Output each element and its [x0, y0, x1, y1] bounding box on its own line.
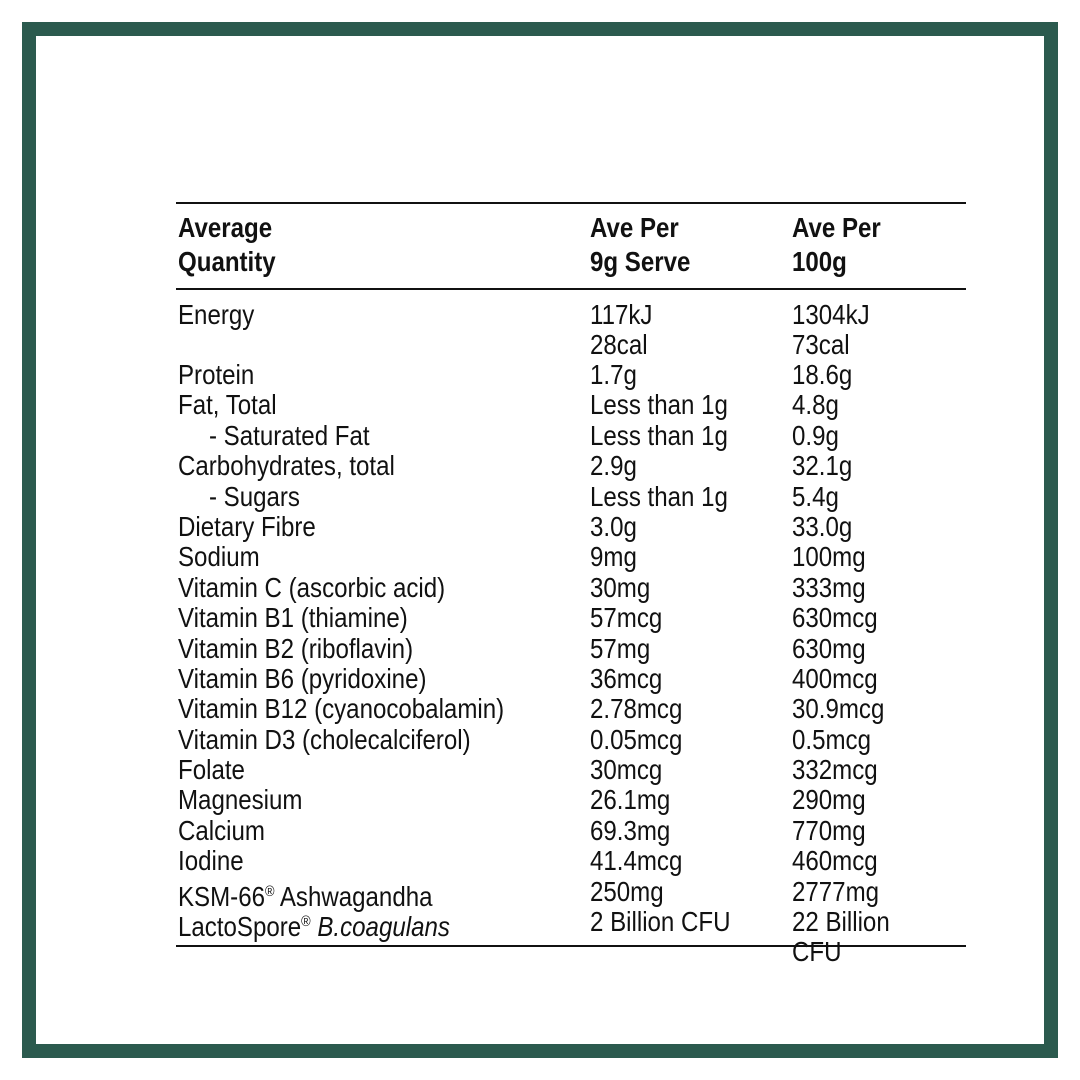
table-row — [176, 421, 966, 451]
row-protein-per100: 18.6g — [792, 359, 853, 390]
row-vitamin-b1-per100: 630mcg — [792, 602, 878, 634]
table-header — [176, 204, 966, 290]
table-row — [176, 512, 966, 542]
row-lactospore-serve: 2 Billion CFU — [590, 906, 731, 938]
header-average-quantity: Average Quantity — [178, 212, 276, 277]
ksm66-suffix: Ashwagandha — [279, 880, 433, 912]
row-magnesium-name: Magnesium — [178, 784, 303, 816]
row-ksm66-serve: 250mg — [590, 875, 664, 907]
row-saturated-fat-serve: Less than 1g — [590, 419, 728, 451]
table-row — [176, 573, 966, 603]
row-iodine-serve: 41.4mcg — [590, 845, 683, 877]
row-sodium-name: Sodium — [178, 541, 260, 573]
table-row — [176, 542, 966, 572]
table-row — [176, 390, 966, 420]
table-row — [176, 694, 966, 724]
registered-mark: ® — [301, 913, 311, 931]
row-calcium-per100: 770mg — [792, 814, 866, 846]
row-fat-per100: 4.8g — [792, 389, 839, 421]
row-vitamin-c-name: Vitamin C (ascorbic acid) — [178, 571, 446, 603]
row-vitamin-b6-serve: 36mcg — [590, 662, 663, 694]
row-magnesium-per100: 290mg — [792, 784, 866, 816]
row-iodine-name: Iodine — [178, 845, 244, 877]
table-row — [176, 875, 966, 912]
row-vitamin-b12-serve: 2.78mcg — [590, 693, 683, 725]
row-folate-name: Folate — [178, 754, 245, 786]
row-energy-per100: 1304kJ 73cal — [792, 299, 870, 360]
row-saturated-fat-name: - Saturated Fat — [208, 419, 370, 451]
row-vitamin-b12-per100: 30.9mcg — [792, 693, 885, 725]
table-row — [176, 906, 966, 968]
table-row — [176, 634, 966, 664]
row-iodine-per100: 460mcg — [792, 845, 878, 877]
row-sugars-serve: Less than 1g — [590, 480, 728, 512]
table-row — [176, 816, 966, 846]
row-sodium-per100: 100mg — [792, 541, 866, 573]
row-carbohydrates-per100: 32.1g — [792, 450, 853, 482]
table-row — [176, 664, 966, 694]
row-vitamin-d3-serve: 0.05mcg — [590, 723, 683, 755]
row-calcium-name: Calcium — [178, 814, 265, 846]
table-row — [176, 360, 966, 390]
nutrition-table — [176, 202, 966, 968]
row-calcium-serve: 69.3mg — [590, 814, 671, 846]
row-carbohydrates-name: Carbohydrates, total — [178, 450, 395, 482]
row-vitamin-b2-per100: 630mg — [792, 632, 866, 664]
row-saturated-fat-per100: 0.9g — [792, 419, 839, 451]
lactospore-suffix: B.coagulans — [317, 911, 450, 943]
ksm66-brand: KSM-66 — [178, 880, 265, 912]
registered-mark: ® — [264, 882, 275, 900]
row-ksm66-per100: 2777mg — [792, 875, 880, 907]
row-magnesium-serve: 26.1mg — [590, 784, 671, 816]
row-energy-serve: 117kJ 28cal — [590, 299, 653, 360]
row-vitamin-c-per100: 333mg — [792, 571, 866, 603]
row-dietary-fibre-serve: 3.0g — [590, 510, 637, 542]
table-row — [176, 603, 966, 633]
row-carbohydrates-serve: 2.9g — [590, 450, 637, 482]
row-vitamin-b2-serve: 57mg — [590, 632, 651, 664]
header-per-serve: Ave Per 9g Serve — [590, 212, 691, 277]
row-sugars-name: - Sugars — [208, 480, 300, 512]
row-vitamin-b6-per100: 400mcg — [792, 662, 878, 694]
row-folate-serve: 30mcg — [590, 754, 663, 786]
row-fat-name: Fat, Total — [178, 389, 277, 421]
row-vitamin-c-serve: 30mg — [590, 571, 651, 603]
row-vitamin-b1-serve: 57mcg — [590, 602, 663, 634]
table-row — [176, 725, 966, 755]
lactospore-brand: LactoSpore — [178, 911, 302, 943]
row-vitamin-b1-name: Vitamin B1 (thiamine) — [178, 602, 408, 634]
row-sugars-per100: 5.4g — [792, 480, 839, 512]
row-folate-per100: 332mcg — [792, 754, 878, 786]
header-per-100g: Ave Per 100g — [792, 212, 881, 277]
row-lactospore-name — [178, 907, 450, 942]
row-dietary-fibre-per100: 33.0g — [792, 510, 853, 542]
row-vitamin-b6-name: Vitamin B6 (pyridoxine) — [178, 662, 427, 694]
table-body — [176, 290, 966, 968]
row-vitamin-d3-name: Vitamin D3 (cholecalciferol) — [178, 723, 471, 755]
table-row — [176, 482, 966, 512]
row-fat-serve: Less than 1g — [590, 389, 728, 421]
row-energy-name: Energy — [178, 299, 255, 330]
row-protein-serve: 1.7g — [590, 359, 637, 390]
row-lactospore-per100: 22 Billion CFU — [792, 906, 890, 968]
table-row — [176, 785, 966, 815]
table-row — [176, 846, 966, 876]
row-dietary-fibre-name: Dietary Fibre — [178, 510, 316, 542]
row-protein-name: Protein — [178, 359, 255, 390]
table-row — [176, 451, 966, 481]
row-sodium-serve: 9mg — [590, 541, 637, 573]
row-vitamin-b2-name: Vitamin B2 (riboflavin) — [178, 632, 414, 664]
table-row — [176, 755, 966, 785]
table-row — [176, 300, 966, 360]
row-vitamin-b12-name: Vitamin B12 (cyanocobalamin) — [178, 693, 505, 725]
row-vitamin-d3-per100: 0.5mcg — [792, 723, 871, 755]
green-border-frame — [22, 22, 1058, 1058]
